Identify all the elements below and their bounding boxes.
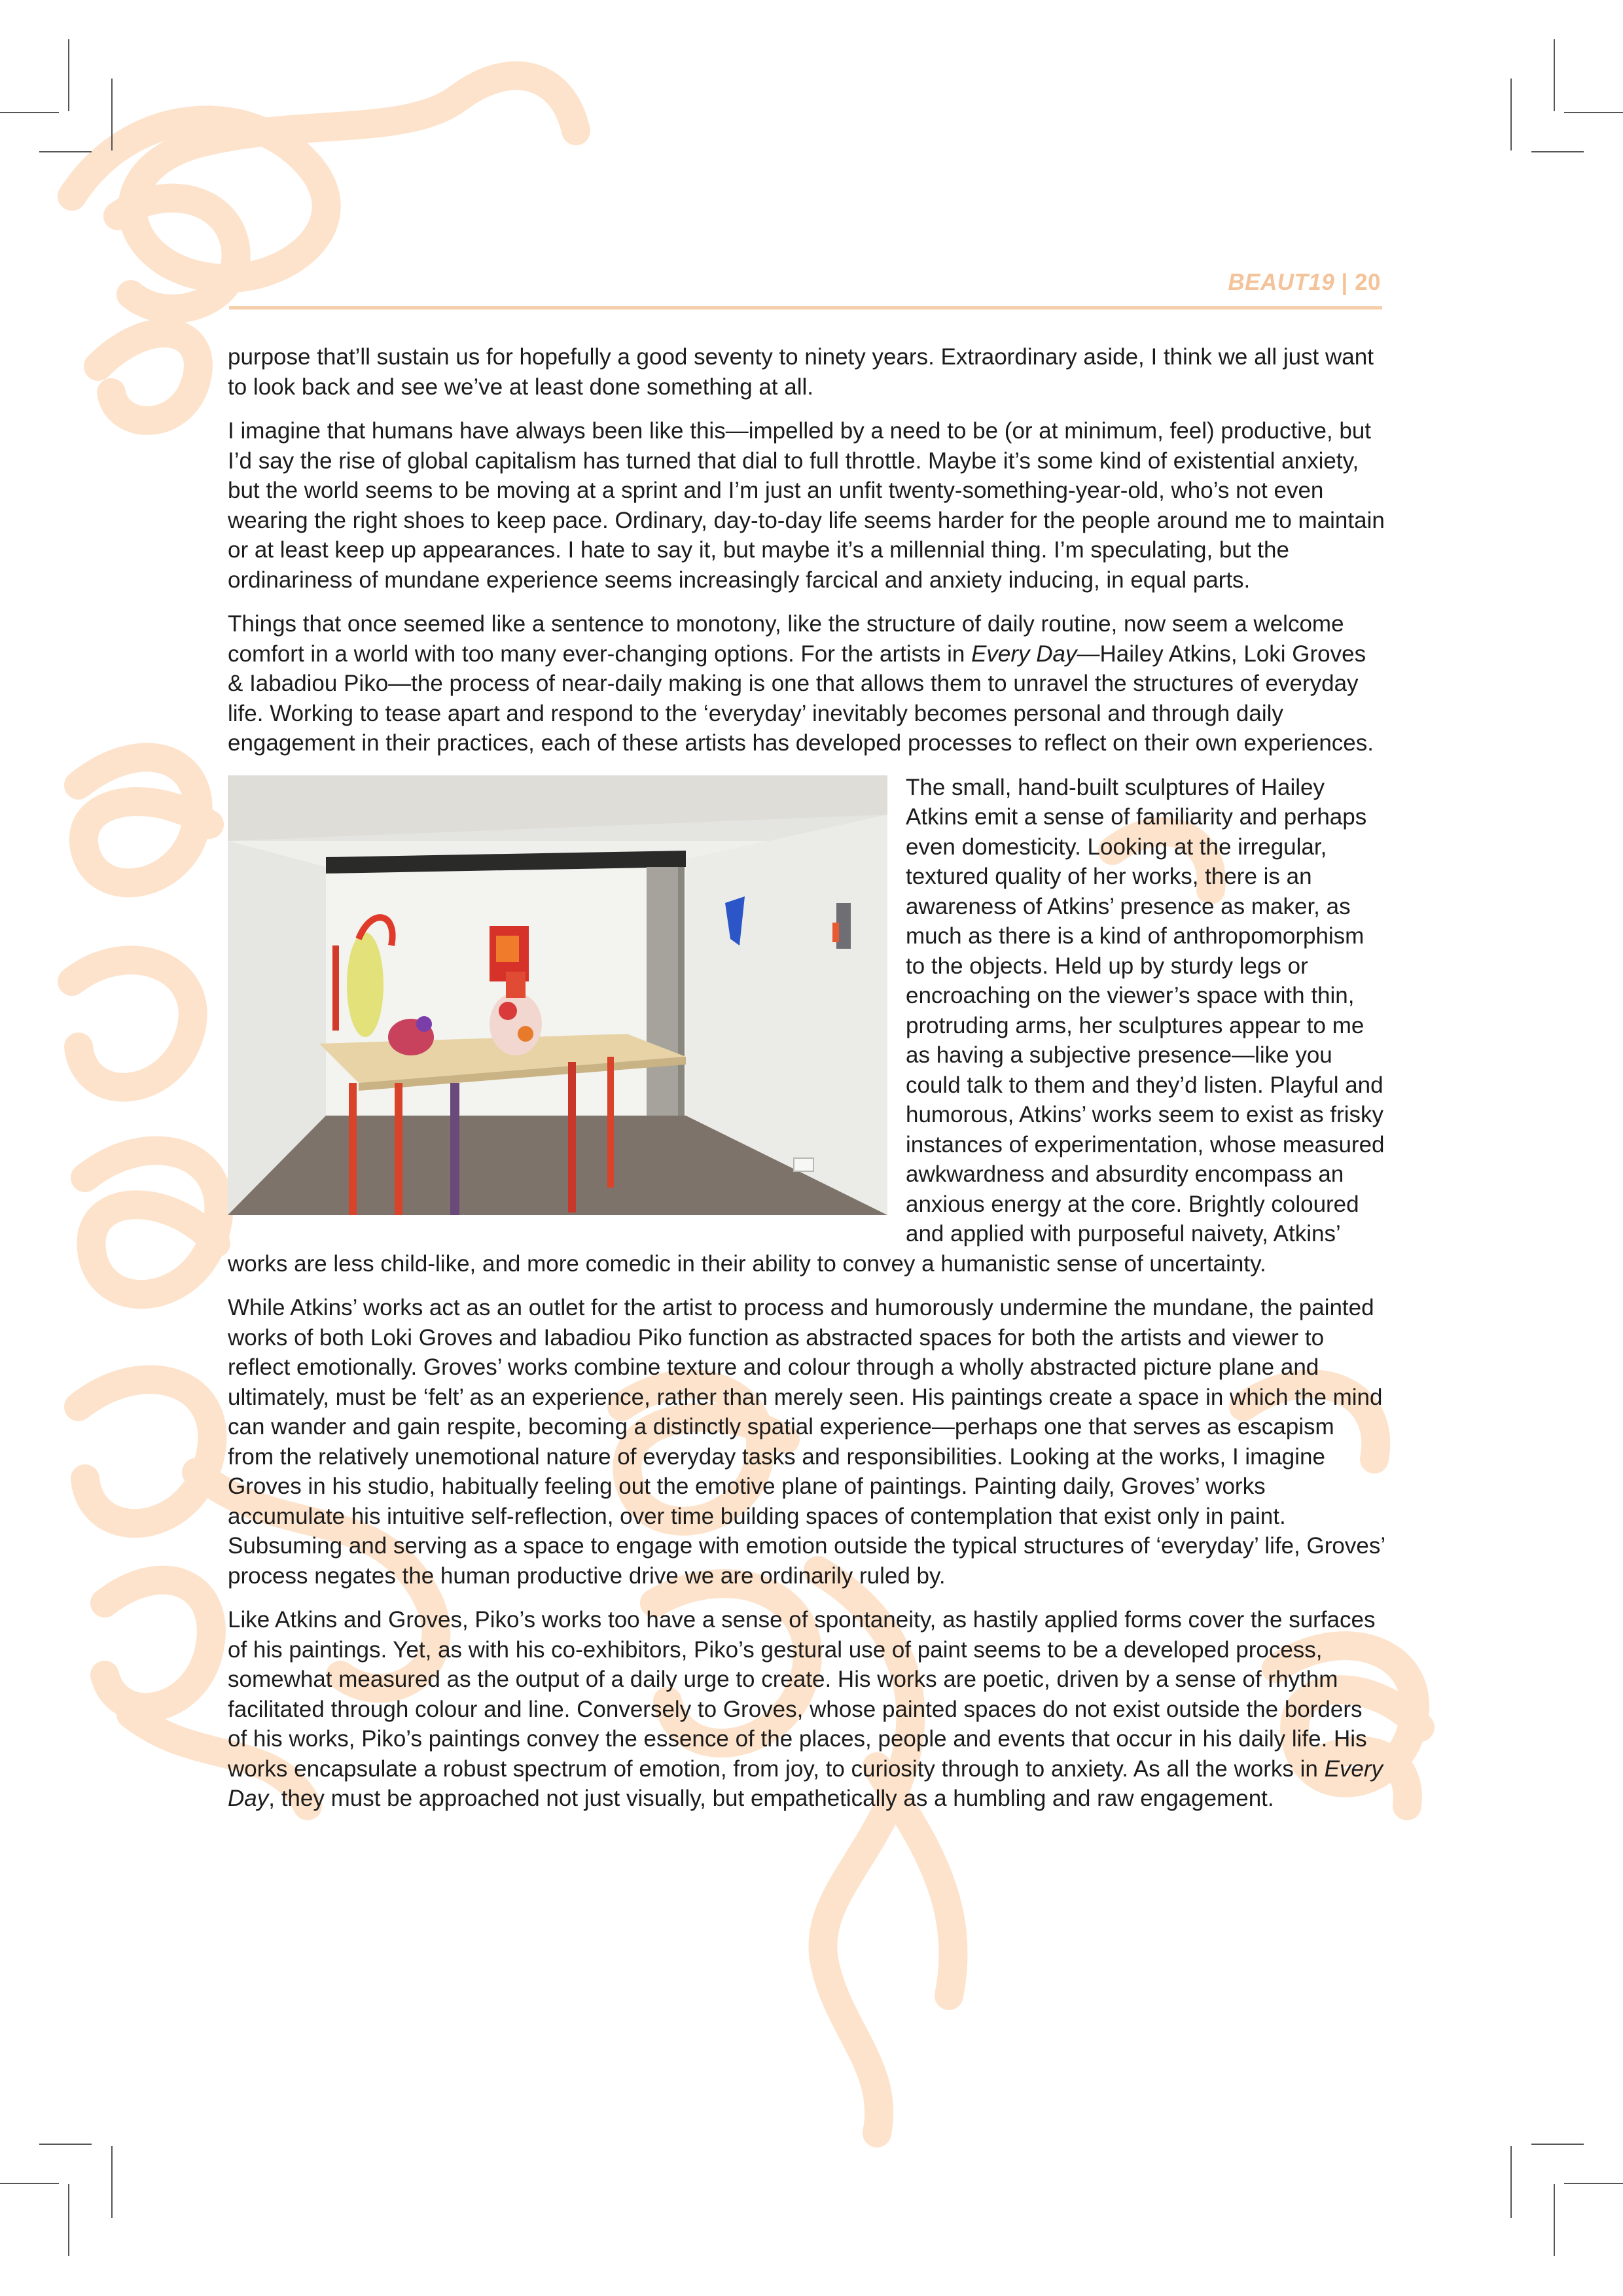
paragraph: I imagine that humans have always been like this—impelled by a need to be (or at minimum, feel) productive, but I’d say the rise of global capitalism has turned that dial to full throttle. Maybe it’s some kind of existential anxiety, but the world seems to be moving at a sprint and I’m just an unfit twenty-something-year-old, who’s not even wearing the right shoes to keep pace. Ordinary, day-to-day life seems harder for the people around me to maintain or at least keep up appearances. I hate to say it, but maybe it’s a millennial thing. I’m speculating, but the ordinariness of mundane experience seems increasingly farcical and anxiety inducing, in equal parts. [228,418,1385,593]
paragraph: The small, hand-built sculptures of Hailey Atkins emit a sense of familiarity and perhaps even domesticity. Looking at the irregular, textured quality of her works, there is an awareness of Atkins’ presence as maker, as much as there is a kind of anthropomorphism to the objects. Held up by sturdy legs or encroaching on the viewer’s space with thin, protruding arms, her sculptures appear to me as having a subjective presence—like you could talk to them and they’d listen. Playful and humorous, Atkins’ works seem to exist as frisky instances of experimentation, whose measured awkwardness and absurdity encompass an anxious energy at the core. Brightly coloured and applied with purposeful naivety, Atkins’ works are less child-like, and more comedic in their ability to convey a humanistic sense of uncertainty. [228,774,1385,1277]
crop-mark [1531,2144,1584,2145]
crop-mark [1564,112,1623,113]
crop-mark [1531,151,1584,152]
header-separator: | [1334,270,1355,295]
crop-mark [1554,39,1555,111]
crop-mark [0,112,59,113]
crop-mark [68,39,69,111]
publication-name: BEAUT19 [1228,270,1335,295]
paragraph-text: —Hailey Atkins, Loki Groves & Iabadiou Piko—the process of near-daily making is one that allows them to unravel the structures of everyday life. Working to tease apart and respond to the ‘everyday’ inevitably becomes personal and through daily engagement in their practices, each of these artists has developed processes to reflect on their own experiences. [228,641,1374,756]
crop-mark [111,2146,113,2218]
installation-photo-illustration [228,775,887,1215]
crop-mark [68,2184,69,2256]
page-number: 20 [1355,270,1381,295]
crop-mark [39,151,92,152]
paragraph [228,1605,1385,1814]
crop-mark [1510,79,1512,150]
crop-mark [39,2144,92,2145]
paragraph: While Atkins’ works act as an outlet for the artist to process and humorously undermine the mundane, the painted works of both Loki Groves and Iabadiou Piko function as abstracted spaces for both the artists and viewer to reflect emotionally. Groves’ works combine texture and colour through a wholly abstracted picture plane and ultimately, must be ‘felt’ as an experience, rather than merely seen. His paintings create a space in which the mind can wander and gain respite, becoming a distinctly spatial experience—perhaps one that serves as escapism from the relatively unemotional nature of everyday tasks and responsibilities. Looking at the works, I imagine Groves in his studio, habitually feeling out the emotive plane of paintings. Painting daily, Groves’ works accumulate his intuitive self-reflection, over time building spaces of contemplation that exist only in paint. Subsuming and serving as a space to engage with emotion outside the typical structures of ‘everyday’ life, Groves’ process negates the human productive drive we are ordinarily ruled by. [228,1295,1385,1589]
paragraph-text: Things that once seemed like a sentence to monotony, like the structure of daily routine, now seem a welcome comfort in a world with too many ever-changing options. For the artists in [228,611,1344,667]
gallery-installation-photo [228,775,887,1215]
crop-mark [0,2183,59,2184]
exhibition-title: Every Day [228,1756,1383,1811]
article-body [228,342,1385,1828]
crop-mark [111,79,113,150]
paragraph: purpose that’ll sustain us for hopefully a good seventy to ninety years. Extraordinary aside, I think we all just want to look back and see we’ve at least done something at all. [228,344,1374,400]
header-rule [229,306,1382,309]
running-header [1228,270,1381,296]
paragraph-text: Like Atkins and Groves, Piko’s works too have a sense of spontaneity, as hastily applied forms cover the surfaces of his paintings. Yet, as with his co-exhibitors, Piko’s gestural use of paint seems to be a developed process, somewhat measured as the output of a daily urge to create. His works are poetic, driven by a sense of rhythm facilitated through colour and line. Conversely to Groves, whose painted spaces do not exist outside the borders of his works, Piko’s paintings convey the essence of the places, people and events that occur in his daily life. His works encapsulate a robust spectrum of emotion, from joy, to curiosity through to anxiety. As all the works in [228,1607,1376,1782]
paragraph [228,609,1385,758]
crop-mark [1564,2183,1623,2184]
exhibition-title: Every Day [971,641,1077,667]
crop-mark [1554,2184,1555,2256]
crop-mark [1510,2146,1512,2218]
paragraph-text: , they must be approached not just visually, but empathetically as a humbling and raw engagement. [268,1786,1274,1811]
